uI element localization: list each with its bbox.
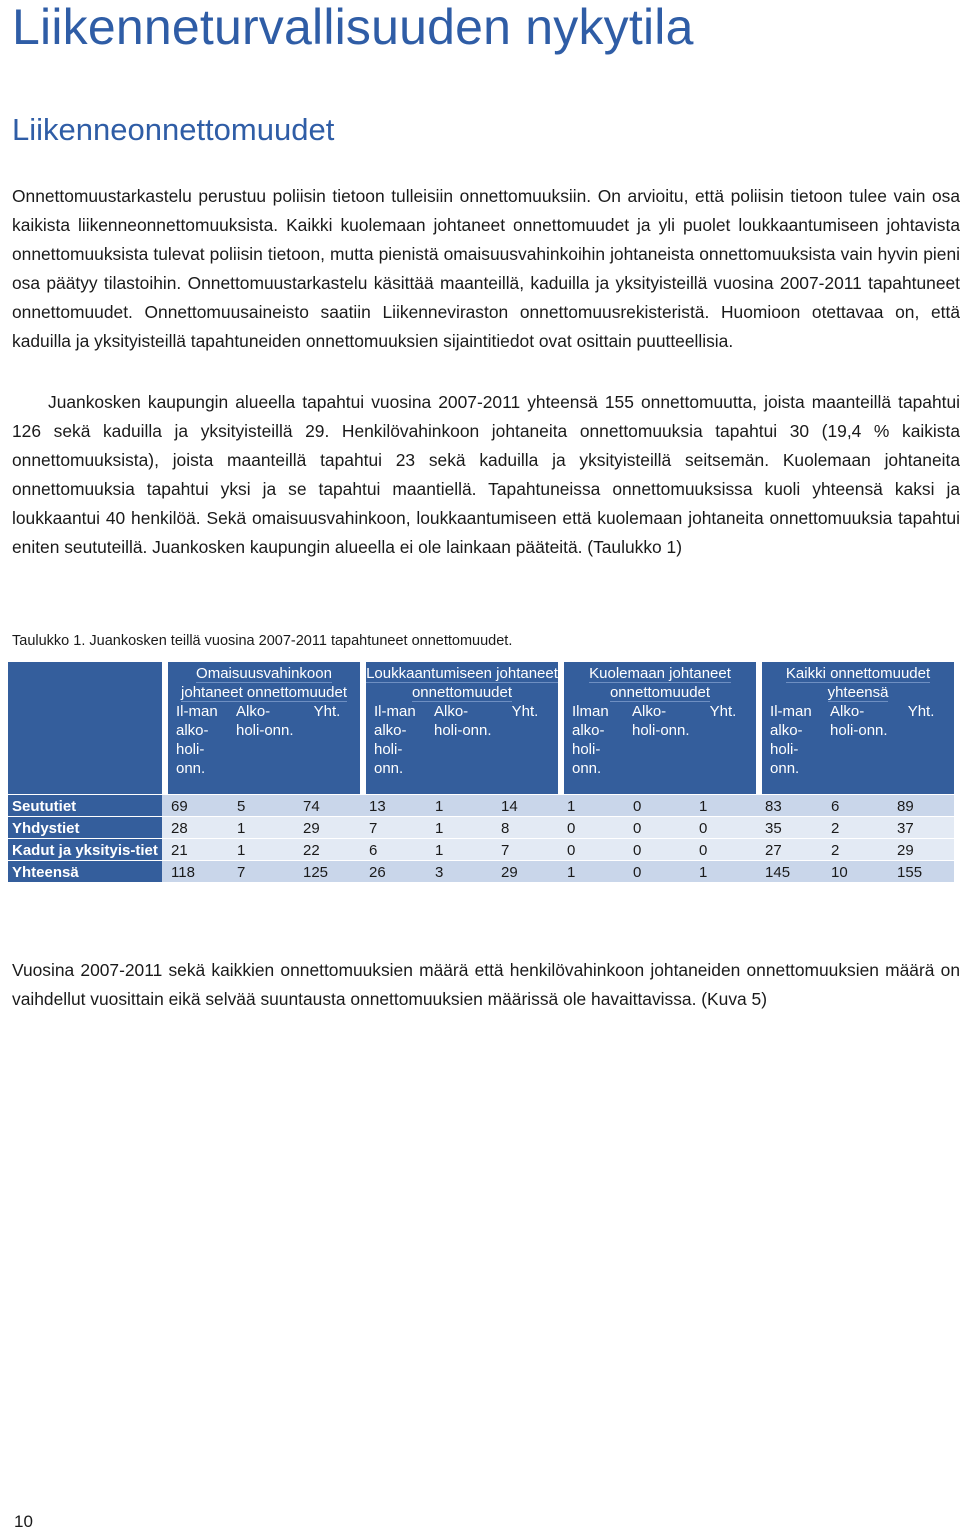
table-cell: 7: [228, 860, 294, 882]
table-cell: 0: [558, 816, 624, 838]
table-cell: 69: [162, 794, 228, 816]
sub-header-cell: Alko-holi-onn.: [624, 702, 690, 794]
table-cell: 14: [492, 794, 558, 816]
table-cell: 6: [360, 838, 426, 860]
table-cell: 21: [162, 838, 228, 860]
sub-header-cell: Yht.: [492, 702, 558, 794]
table-sub-header-row: [8, 702, 954, 794]
group-title: Kuolemaan johtaneet onnettomuudet: [589, 665, 731, 701]
sub-header-cell: Yht.: [294, 702, 360, 794]
table-cell: 0: [624, 816, 690, 838]
sub-header-cell: Il-man alko-holi-onn.: [756, 702, 822, 794]
table-cell: 74: [294, 794, 360, 816]
table-cell: 2: [822, 816, 888, 838]
trend-paragraph: Vuosina 2007-2011 sekä kaikkien onnettomuuksien määrä että henkilövahinkoon johtaneiden onnettomuuksien määrä on vaihdellut vuosittain eikä selvää suuntausta onnettomuuksien määrissä ole havaittavissa. (Kuva 5): [12, 960, 960, 1009]
row-label: Kadut ja yksityis-tiet: [8, 838, 162, 860]
sub-header-cell: Alko-holi-onn.: [426, 702, 492, 794]
sub-header-cell: Alko-holi-onn.: [822, 702, 888, 794]
table-cell: 7: [360, 816, 426, 838]
group-title: Omaisuusvahinkoon johtaneet onnettomuudet: [181, 665, 347, 701]
summary-paragraph: Juankosken kaupungin alueella tapahtui vuosina 2007-2011 yhteensä 155 onnettomuutta, joista maanteillä tapahtui 126 sekä kaduilla ja yksityisteillä 29. Henkilövahinkoon johtaneita onnettomuuksia tapahtui 30 (19,4 % kaikista onnettomuuksista), joista maanteillä tapahtui 23 sekä kaduilla ja yksityisteillä seitsemän. Kuolemaan johtaneita onnettomuuksia tapahtui yksi ja se tapahtui maantiellä. Tapahtuneissa onnettomuuksissa kuoli yhteensä kaksi ja loukkaantui 40 henkilöä. Sekä omaisuusvahinkoon, loukkaantumiseen että kuolemaan johtaneita onnettomuuksia tapahtui eniten seututeillä. Juankosken kaupungin alueella ei ole lainkaan pääteitä. (Taulukko 1): [12, 392, 960, 557]
table-cell: 29: [294, 816, 360, 838]
table-cell: 1: [426, 838, 492, 860]
sub-header-cell: Yht.: [690, 702, 756, 794]
table-cell: 1: [228, 816, 294, 838]
table-cell: 26: [360, 860, 426, 882]
table-cell: 3: [426, 860, 492, 882]
table-cell: 1: [690, 794, 756, 816]
sub-header-cell: Il-man alko-holi-onn.: [162, 702, 228, 794]
accident-table: [8, 662, 954, 882]
table-cell: 35: [756, 816, 822, 838]
table-cell: 0: [690, 816, 756, 838]
table-cell: 5: [228, 794, 294, 816]
table-cell: 22: [294, 838, 360, 860]
sub-header-cell: Ilman alko-holi-onn.: [558, 702, 624, 794]
table-cell: 1: [426, 794, 492, 816]
table-row: [8, 816, 954, 838]
section-heading: Liikenneonnettomuudet: [12, 112, 335, 147]
row-label: Yhdystiet: [8, 816, 162, 838]
table-cell: 2: [822, 838, 888, 860]
sub-header-cell: Yht.: [888, 702, 954, 794]
row-label: Seututiet: [8, 794, 162, 816]
table-cell: 0: [624, 794, 690, 816]
row-label: Yhteensä: [8, 860, 162, 882]
table-cell: 125: [294, 860, 360, 882]
table-cell: 1: [558, 860, 624, 882]
table-row: [8, 794, 954, 816]
table-cell: 1: [228, 838, 294, 860]
table-cell: 1: [426, 816, 492, 838]
table-cell: 0: [558, 838, 624, 860]
table-cell: 27: [756, 838, 822, 860]
table-corner-cell: [8, 662, 162, 702]
table-cell: 83: [756, 794, 822, 816]
table-cell: 6: [822, 794, 888, 816]
group-header-property-damage: [162, 662, 360, 702]
table-caption: Taulukko 1. Juankosken teillä vuosina 2007-2011 tapahtuneet onnettomuudet.: [12, 633, 513, 649]
page-title: Liikenneturvallisuuden nykytila: [12, 0, 694, 55]
group-header-total: [756, 662, 954, 702]
table-total-row: [8, 860, 954, 882]
table-corner-cell: [8, 702, 162, 794]
table-cell: 10: [822, 860, 888, 882]
sub-header-cell: Il-man alko-holi-onn.: [360, 702, 426, 794]
table-cell: 13: [360, 794, 426, 816]
table-cell: 28: [162, 816, 228, 838]
group-title: Loukkaantumiseen johtaneet onnettomuudet: [366, 665, 558, 701]
table-cell: 0: [624, 860, 690, 882]
table-cell: 1: [558, 794, 624, 816]
page-number: 10: [14, 1512, 33, 1531]
table-cell: 8: [492, 816, 558, 838]
table-cell: 29: [492, 860, 558, 882]
table-group-header-row: [8, 662, 954, 702]
table-cell: 29: [888, 838, 954, 860]
table-cell: 7: [492, 838, 558, 860]
intro-paragraph: Onnettomuustarkastelu perustuu poliisin tietoon tulleisiin onnettomuuksiin. On arvioitu, että poliisin tietoon tulee vain osa kaikista liikenneonnettomuuksista. Kaikki kuolemaan johtaneet onnettomuudet ja yli puolet loukkaantumiseen johtavista onnettomuuksista tulevat poliisin tietoon, mutta pienistä omaisuusvahinkoihin johtaneista onnettomuuksista vain hyvin pieni osa päätyy tilastoihin. Onnettomuustarkastelu käsittää maanteillä, kaduilla ja yksityisteillä vuosina 2007-2011 tapahtuneet onnettomuudet. Onnettomuusaineisto saatiin Liikenneviraston onnettomuusrekisteristä. Huomioon otettavaa on, että kaduilla ja yksityisteillä tapahtuneiden onnettomuuksien sijaintitiedot ovat osittain puutteellisia.: [12, 186, 960, 351]
sub-header-cell: Alko-holi-onn.: [228, 702, 294, 794]
table-cell: 118: [162, 860, 228, 882]
table-row: [8, 838, 954, 860]
table-cell: 37: [888, 816, 954, 838]
group-title: Kaikki onnettomuudet yhteensä: [785, 665, 931, 701]
table-cell: 0: [624, 838, 690, 860]
table-cell: 89: [888, 794, 954, 816]
group-header-injury: [360, 662, 558, 702]
table-cell: 155: [888, 860, 954, 882]
table-cell: 1: [690, 860, 756, 882]
table-cell: 0: [690, 838, 756, 860]
table-cell: 145: [756, 860, 822, 882]
group-header-fatal: [558, 662, 756, 702]
